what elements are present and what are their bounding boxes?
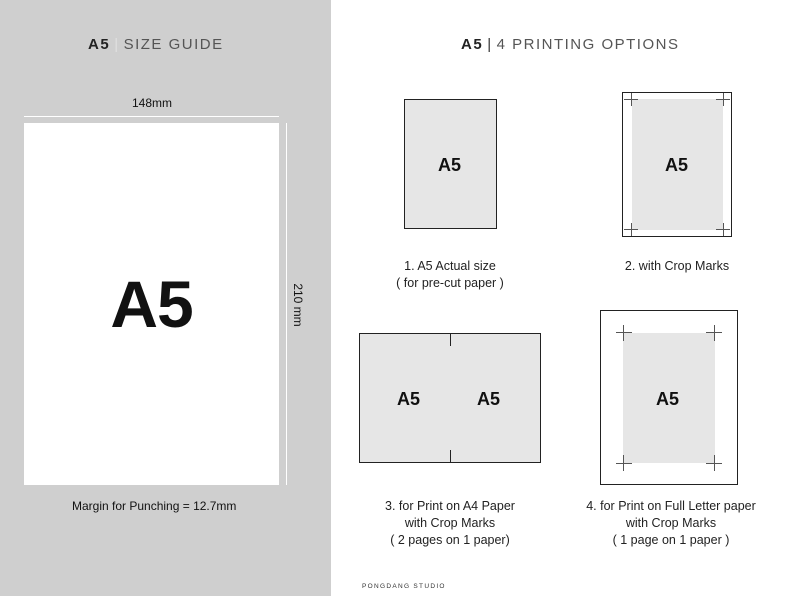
margin-note: Margin for Punching = 12.7mm	[72, 499, 237, 513]
option-1-caption-line-1: 1. A5 Actual size	[404, 259, 496, 273]
size-guide-heading-text: SIZE GUIDE	[123, 36, 224, 53]
size-guide-heading-main: A5	[88, 36, 111, 53]
printing-options-heading	[461, 36, 679, 53]
a5-sheet-illustration	[24, 123, 279, 485]
crop-mark	[723, 223, 724, 236]
option-4-a5-label: A5	[656, 389, 680, 409]
option-1-a5-label: A5	[438, 155, 462, 175]
width-dimension-label: 148mm	[132, 96, 173, 110]
option-4-caption-line-1: 4. for Print on Full Letter paper	[586, 499, 756, 513]
option-3-a5-label-left: A5	[397, 389, 421, 409]
crop-mark	[616, 463, 632, 464]
crop-mark	[723, 93, 724, 106]
option-2-caption	[597, 258, 757, 275]
option-3-a5-label-right: A5	[477, 389, 501, 409]
option-3-caption-line-2: with Crop Marks	[404, 516, 496, 530]
crop-mark	[450, 334, 451, 346]
option-3-caption-line-3: ( 2 pages on 1 paper)	[390, 533, 510, 547]
crop-mark	[631, 223, 632, 236]
crop-mark	[631, 93, 632, 106]
option-1-caption	[370, 258, 530, 292]
crop-mark	[450, 450, 451, 462]
width-dimension-line	[24, 116, 279, 117]
option-3-a4-diagram	[359, 333, 541, 463]
crop-mark	[616, 332, 632, 333]
size-guide-heading-separator: |	[114, 36, 120, 53]
crop-mark	[623, 325, 624, 341]
option-1-caption-line-2: ( for pre-cut paper )	[396, 276, 504, 290]
crop-mark	[714, 325, 715, 341]
crop-mark	[714, 455, 715, 471]
height-dimension-label: 210 mm	[291, 283, 305, 327]
option-3-caption	[365, 498, 535, 549]
size-guide-heading	[88, 36, 224, 53]
studio-footer: PONGDANG STUDIO	[362, 583, 446, 590]
printing-options-heading-text: 4 PRINTING OPTIONS	[496, 36, 680, 53]
printing-options-heading-separator: |	[487, 36, 493, 53]
option-2-caption-line-1: 2. with Crop Marks	[624, 259, 730, 273]
size-guide-panel	[0, 0, 331, 596]
a5-sheet-label: A5	[110, 267, 193, 341]
option-3-caption-line-1: 3. for Print on A4 Paper	[385, 499, 515, 513]
printing-options-heading-main: A5	[461, 36, 484, 53]
crop-mark	[623, 455, 624, 471]
height-dimension-line	[286, 123, 287, 485]
option-2-a5-label: A5	[665, 155, 689, 175]
option-4-caption-line-3: ( 1 page on 1 paper )	[612, 533, 730, 547]
option-4-caption	[571, 498, 771, 549]
option-4-caption-line-2: with Crop Marks	[625, 516, 717, 530]
